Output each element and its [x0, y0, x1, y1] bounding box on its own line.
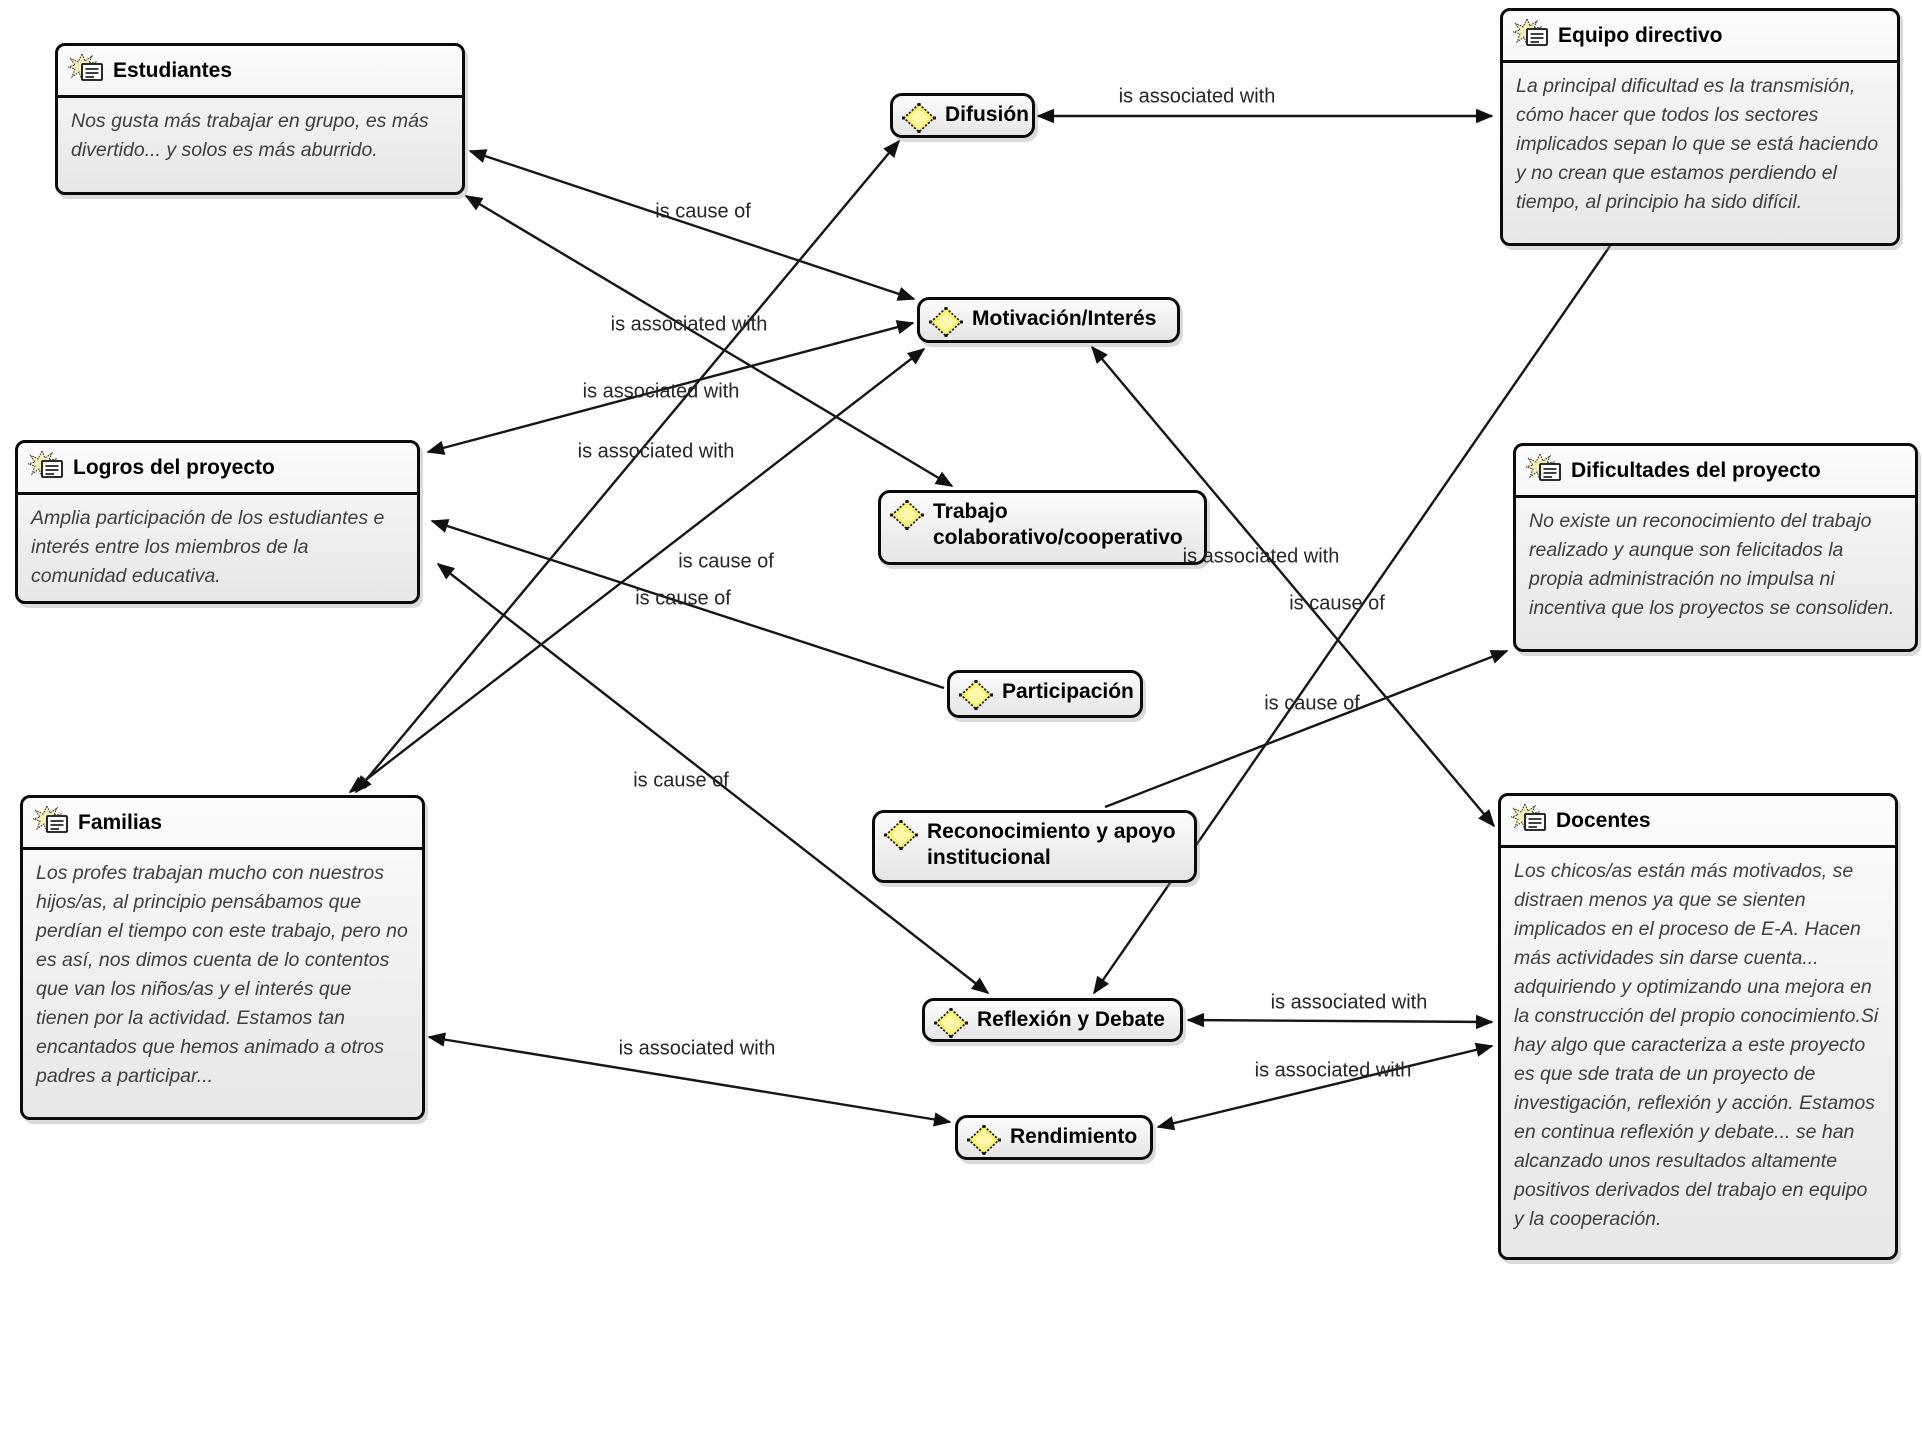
quote-node-title: Equipo directivo — [1558, 24, 1723, 47]
code-diamond-icon — [890, 500, 924, 537]
code-diamond-icon — [959, 680, 993, 717]
code-node-rendimiento[interactable] — [955, 1115, 1153, 1160]
code-diamond-icon — [902, 103, 936, 140]
edge-difusion-familias[interactable] — [356, 141, 899, 792]
code-node-difusion[interactable] — [890, 93, 1035, 138]
relation-label-participacion-logros-del-proyecto: is cause of — [635, 587, 731, 610]
quote-node-body: La principal dificultad es la transmisión, cómo hacer que todos los sectores implicados sepan lo que se está haciendo y no crean que estamos perdiendo el tiempo, al principio ha sido difícil. — [1516, 75, 1879, 213]
memo-quote-icon — [1513, 18, 1549, 54]
relation-label-motivacion-interes-docentes: is associated with — [1182, 545, 1340, 568]
edge-reflexion-debate-docentes[interactable] — [1188, 1020, 1492, 1022]
code-node-label: Trabajo colaborativo/cooperativo — [933, 500, 1183, 549]
quote-node-header — [58, 46, 462, 98]
relation-label-docentes-rendimiento: is associated with — [1254, 1059, 1412, 1082]
quote-node-equipo-directivo[interactable] — [1500, 8, 1900, 246]
code-node-participacion[interactable] — [947, 670, 1143, 718]
quote-node-dificultades-del-proyecto[interactable] — [1513, 443, 1918, 652]
quote-node-body: Los profes trabajan mucho con nuestros hijos/as, al principio pensábamos que perdían el tiempo con este trabajo, pero no es así, nos dimos cuenta de lo contentos que van los niños/as y el interés que tienen por la actividad. Estamos tan encantados que hemos animado a otros padres a participar... — [36, 862, 408, 1087]
quote-node-header — [23, 798, 422, 850]
quote-node-header — [1516, 446, 1915, 498]
code-node-label: Reconocimiento y apoyo institucional — [927, 820, 1176, 869]
code-node-label: Difusión — [945, 103, 1029, 126]
quote-node-title: Dificultades del proyecto — [1571, 459, 1821, 482]
relation-label-trabajo-colaborativo-estudiantes: is associated with — [610, 313, 768, 336]
code-node-label: Motivación/Interés — [972, 307, 1157, 330]
quote-node-estudiantes[interactable] — [55, 43, 465, 195]
quote-node-title: Familias — [78, 811, 163, 834]
relation-label-difusion-equipo-directivo: is associated with — [1118, 85, 1276, 108]
quote-node-body: No existe un reconocimiento del trabajo realizado y aunque son felicitados la propia administración no impulsa ni incentiva que los proyectos se consoliden. — [1529, 510, 1895, 619]
quote-node-body: Nos gusta más trabajar en grupo, es más divertido... y solos es más aburrido. — [71, 110, 429, 161]
quote-node-logros-del-proyecto[interactable] — [15, 440, 420, 604]
quote-node-title: Docentes — [1556, 809, 1651, 832]
code-node-label: Rendimiento — [1010, 1125, 1138, 1148]
code-node-label: Participación — [1002, 680, 1134, 703]
code-node-reconocimiento-apoyo[interactable] — [872, 810, 1197, 883]
relation-label-motivacion-interes-familias: is cause of — [678, 550, 774, 573]
relation-label-logros-del-proyecto-reflexion-debate: is cause of — [633, 769, 729, 792]
edge-docentes-rendimiento[interactable] — [1158, 1046, 1492, 1127]
code-diamond-icon — [884, 820, 918, 857]
code-diamond-icon — [929, 307, 963, 344]
relation-label-reconocimiento-apoyo-dificultades-del-proyecto: is cause of — [1264, 692, 1360, 715]
code-node-trabajo-colaborativo[interactable] — [878, 490, 1207, 565]
edge-reconocimiento-apoyo-dificultades-del-proyecto[interactable] — [1105, 651, 1507, 807]
edge-motivacion-interes-familias[interactable] — [350, 349, 924, 792]
edge-motivacion-interes-docentes[interactable] — [1092, 347, 1494, 826]
quote-node-title: Estudiantes — [113, 59, 233, 82]
memo-quote-icon — [28, 450, 64, 486]
relation-label-motivacion-interes-estudiantes: is cause of — [655, 200, 751, 223]
relation-label-difusion-familias: is associated with — [577, 440, 735, 463]
quote-node-header — [1501, 796, 1895, 848]
code-node-reflexion-debate[interactable] — [922, 998, 1183, 1042]
code-diamond-icon — [934, 1008, 968, 1045]
memo-quote-icon — [33, 805, 69, 841]
memo-quote-icon — [68, 53, 104, 89]
quote-node-body: Los chicos/as están más motivados, se distraen menos ya que se sienten implicados en el proceso de E-A. Hacen más actividades sin darse cuenta... adquiriendo y optimizando una mejora en la construcción del propio conocimiento.Si hay algo que caracteriza a este proyecto es que sde trata de un proyecto de investigación, reflexión y acción. Estamos en continua reflexión y debate... se han alcanzado unos resultados altamente positivos derivados del trabajo en equipo y la cooperación. — [1514, 860, 1879, 1230]
relation-label-familias-rendimiento: is associated with — [618, 1037, 776, 1060]
memo-quote-icon — [1526, 453, 1562, 489]
relation-label-equipo-directivo-reflexion-debate: is cause of — [1289, 592, 1385, 615]
edge-motivacion-interes-estudiantes[interactable] — [470, 151, 914, 299]
code-node-motivacion-interes[interactable] — [917, 297, 1180, 343]
quote-node-body: Amplia participación de los estudiantes e interés entre los miembros de la comunidad educativa. — [31, 507, 385, 587]
relation-label-motivacion-interes-logros-del-proyecto: is associated with — [582, 380, 740, 403]
relation-label-reflexion-debate-docentes: is associated with — [1270, 991, 1428, 1014]
quote-node-docentes[interactable] — [1498, 793, 1898, 1260]
code-node-label: Reflexión y Debate — [977, 1008, 1165, 1031]
code-diamond-icon — [967, 1125, 1001, 1162]
quote-node-title: Logros del proyecto — [73, 456, 275, 479]
quote-node-familias[interactable] — [20, 795, 425, 1120]
quote-node-header — [1503, 11, 1897, 63]
memo-quote-icon — [1511, 803, 1547, 839]
quote-node-header — [18, 443, 417, 495]
